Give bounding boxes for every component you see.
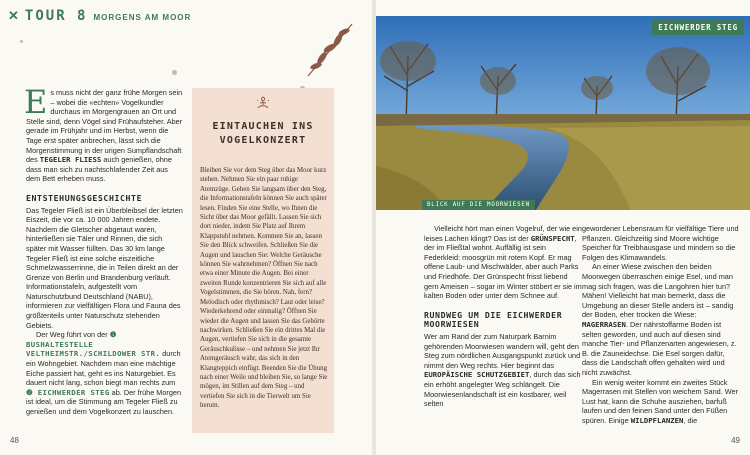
esel-paragraph: An einer Wiese zwischen den beiden Moorwegen überraschen einige Esel, und man mag sich fragen, was die Langohren hier tun? Mähen! Vielleicht hat man bemerkt, dass die Umgebung an dieser Stelle anders ist – sandig der Boden, eher trocken die Wiese: MAGERRASEN. Der nährstoffarme Boden ist selten geworden, und auch auf diesen sind manche Tier- und Pflanzenarten angewiesen, z. B. die Zauneidechse. Die Esel sorgen dafür, dass die Landschaft offen gehalten wird und nicht zuwächst. [582, 262, 737, 377]
sand-paragraph: Ein wenig weiter kommt ein zweites Stück Magerrasen mit Stellen von weichem Sand. Wer Lust hat, kann die Schuhe ausziehen, barfuß laufen und den feinen Sand unter den Füßen spüren. Einige WILDPFLANZEN, die [582, 377, 739, 425]
rundweg-paragraph: Wer am Rand der zum Naturpark Barnim gehörenden Moorwiesen wandern will, geht den Steg zum nördlichen Ausgangspunkt zurück und nimmt den Weg rechts. Hier beginnt das EUROPÄISCHE SCHUTZGEBIET, durch das sich ein erhöht angelegter Weg schlängelt. Die Moorwiesenlandschaft ist ein kostbarer, weil selten [424, 331, 581, 409]
moor-paragraph: gewordener Lebensraum für vielfältige Tiere und Pflanzen. Gleichzeitig sind Moore wichtige Speicher für Treibhausgase und mindern so die Folgen des Klimawandels. [582, 224, 739, 262]
section-heading: RUNDWEG UM DIE EICHWERDER MOORWIESEN [424, 309, 563, 330]
route-paragraph: Der Weg führt von der ❶ BUSHALTESTELLE VELTHEIMSTR./SCHILDOWER STR. durch ein Wohngebiet. Nachdem man eine mächtige Eiche passiert hat, geht es ins Naturgebiet. Es dauert nicht lang, schon biegt man rechts zum ❷ EICHWERDER STEG ab. Der frühe Morgen ist ideal, um die Stimmung am Tegeler Fließ zu genießen und dem Vogelkonzert zu lauschen. [26, 330, 182, 416]
info-box [192, 88, 334, 433]
right-page [376, 0, 750, 455]
highlight-eichwerder-steg: ❷ EICHWERDER STEG [26, 387, 110, 397]
photo-location-tag: EICHWERDER STEG [652, 20, 744, 35]
highlight-gruenspecht: GRÜNSPECHT [530, 233, 575, 243]
intro-paragraph: Es muss nicht der ganz frühe Morgen sein – wobei die «echten» Vogelkundler durchaus im Morgengrauen an Ort und Stelle sind, denn Vögel sind Frühaufsteher. Aber gerade im Frühjahr und im Herbst, wenn die Tage erst später anbrechen, lässt sich die Morgenstimmung in der urigen Sumpflandschaft des TEGELER FLIESS auch genießen, ohne dass man sich zu nachtschlafender Zeit aus dem Bett erheben muss. [24, 83, 183, 184]
leaf-branch-icon [300, 14, 360, 84]
gruenspecht-paragraph: Vielleicht hört man einen Vogelruf, der wie ein leises Lachen klingt? Das ist der GRÜNSPECHT, der im Fließtal wohnt. Auffällig ist sein Federkleid: moosgrün mit rotem Kopf. Er mag offene Laub- und Mischwälder, aber auch Parks und Friedhöfe. Der Grünspecht frisst liebend gern Ameisen – sogar im Winter stöbert er sie im kalten Boden oder unter dem Schnee auf. [424, 224, 582, 301]
highlight-tegeler-fliess: TEGELER FLIESS [39, 155, 102, 165]
left-page [0, 0, 372, 455]
right-text-column-1 [424, 224, 582, 409]
tour-subtitle: MORGENS AM MOOR [93, 13, 192, 22]
tour-label: TOUR 8 [24, 8, 88, 24]
box-title: EINTAUCHEN INS VOGELKONZERT [212, 121, 314, 146]
tour-header [8, 8, 191, 24]
left-text-column [24, 83, 184, 417]
section-heading: ENTSTEHUNGSGESCHICHTE [26, 192, 143, 203]
highlight-magerrasen: MAGERRASEN [582, 319, 626, 329]
meditation-figure-icon [256, 96, 270, 110]
decor-dot [172, 70, 177, 75]
box-body: Bleiben Sie vor dem Steg über das Moor kurz stehen. Nehmen Sie ein paar ruhige Atemzüge. Gehen Sie langsam über den Steg, die Informationstafeln können Sie auch später lesen. Finden Sie eine Stelle, wo Ihnen die Sicht über das Moor gefällt. Lassen Sie sich dort nieder, indem Sie Platz auf Ihrem Klappstuhl nehmen. Kommen Sie an, lassen Sie den Blick schweifen. Schließen Sie die Augen und lauschen Sie: Welche Geräusche können Sie wahrnehmen? Öffnen Sie nach etwa einer Minute die Augen. Bei einer zweiten Runde konzentrieren Sie sich auf alle Vogelstimmen, die Sie hören. Nah, fern? Melodisch oder rhythmisch? Laut oder leise? Wiederkehrend oder einmalig? Öffnen Sie wieder die Augen und lassen Sie das Gehörte nachwirken. Schließen Sie ein drittes Mal die Augen, vertiefen Sie sich in die gesamte Geräuschkulisse – und nehmen Sie jetzt Ihr Atemgeräusch wahr, das sich in den Klangteppich einfügt. Beenden Sie die Übung nach einer Weile und bleiben Sie, so lange Sie mögen, im Stillen auf dem Steg – und vertiefen Sie sich in die Tierwelt um Sie herum. [200, 167, 328, 410]
close-x-icon: ✕ [8, 8, 19, 23]
dropcap: E [24, 83, 48, 121]
history-paragraph: Das Tegeler Fließ ist ein Überbleibsel der letzten Eiszeit, die vor ca. 10 000 Jahren endete. Nachdem die Gletscher abgetaut waren, hinterließen sie Täler und Rinnen, die sich später mit Wasser füllten. Das 30 km lange Tegeler Fließ ist eine solche eiszeitliche Schmelzwasserrinne, die in Teilen direkt an der Grenze von Berlin und Brandenburg verläuft. Informationstafeln, aufgestellt vom Naturschutzbund Deutschland (NABU), informieren zur vielfältigen Flora und Fauna des größtenteils unter Naturschutz stehenden Gebiets. [26, 205, 183, 330]
page-number: 48 [10, 436, 19, 445]
moor-landscape-photo [376, 16, 750, 210]
highlight-bus-stop: ❶ BUSHALTESTELLE VELTHEIMSTR./SCHILDOWER STR. [26, 330, 161, 359]
decor-dot [20, 40, 23, 43]
highlight-schutzgebiet: EUROPÄISCHE SCHUTZGEBIET [424, 370, 530, 380]
highlight-wildpflanzen: WILDPFLANZEN [630, 415, 684, 425]
photo-caption: BLICK AUF DIE MOORWIESEN [422, 200, 535, 210]
page-number: 49 [731, 436, 740, 445]
right-text-column-2 [582, 224, 740, 425]
